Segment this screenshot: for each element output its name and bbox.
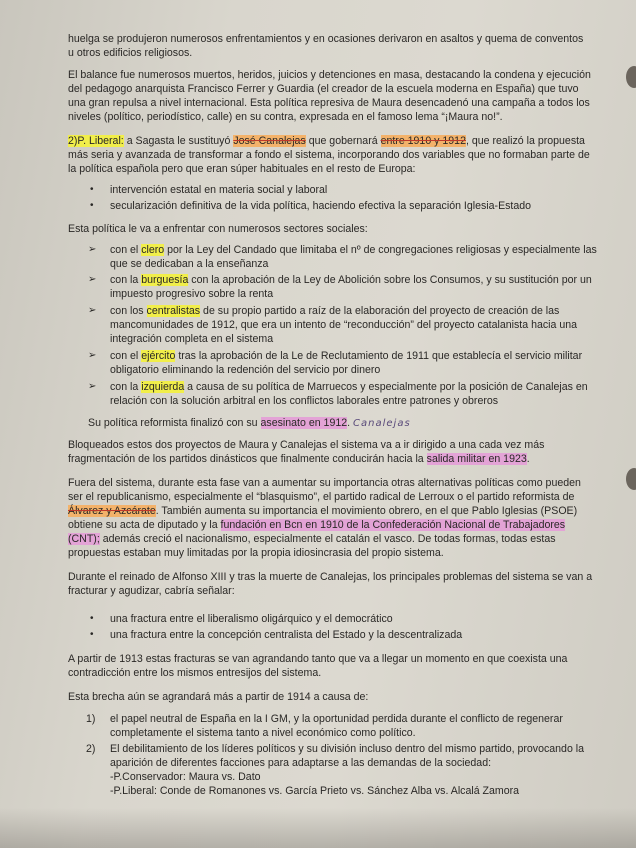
arrow-item-cont: integración completa en el sistema xyxy=(110,333,274,345)
binder-hole xyxy=(626,468,636,490)
struck-name: José Canalejas xyxy=(233,135,306,147)
arrow-bullet: ➢ xyxy=(88,274,97,285)
struck-dates: entre 1910 y 1912 xyxy=(380,135,466,147)
text-span: tras la aprobación de la Le de Reclutamiento de 1911 que establecía el servicio militar xyxy=(175,350,583,362)
heading-highlight: 2)P. Liberal: xyxy=(68,135,124,147)
arrow-item-cont: relación con la solución arbitral en los conflictos laborales entre patrones y obreros xyxy=(110,395,499,407)
highlight-pink: salida militar en 1923 xyxy=(426,453,527,465)
text-span: con el xyxy=(110,350,142,362)
page-shadow xyxy=(0,808,636,848)
arrow-bullet: ➢ xyxy=(88,350,97,361)
text-line: Durante el reinado de Alfonso XIII y tras la muerte de Canalejas, los principales problemas del sistema se van a xyxy=(68,571,593,583)
highlight-yellow: centralistas xyxy=(146,305,201,317)
highlight-pink: asesinato en 1912 xyxy=(260,417,348,429)
arrow-item-cont: impuesto progresivo sobre la renta xyxy=(110,288,274,300)
text-span: Su política reformista finalizó con su xyxy=(88,417,261,429)
list-number: 2) xyxy=(86,743,96,755)
text-span: con el xyxy=(110,244,142,256)
text-line: del pedagogo anarquista Francisco Ferrer y Guardia (el creador de la escuela moderna en España) que tuvo xyxy=(68,83,579,95)
text-span: con la aprobación de la Ley de Abolición sobre los Consumos, y su sustitución por un xyxy=(188,274,592,286)
numbered-item: el papel neutral de España en la I GM, y la oportunidad perdida durante el conflicto de regenerar xyxy=(110,713,563,725)
text-line: fracturar y agudizar, cabría señalar: xyxy=(68,585,235,597)
text-line: propuestas estaban muy limitadas por la propia idiosincrasia del propio sistema. xyxy=(68,547,444,559)
text-line: la política española pero que eran súper habituales en el resto de Europa: xyxy=(68,163,416,175)
text-line xyxy=(68,134,585,148)
text-span: que gobernará xyxy=(305,135,381,147)
text-line: una gran repulsa a nivel internacional. Esta política represiva de Maura desencadenó una campaña a todos los xyxy=(68,97,590,109)
text-line xyxy=(68,452,530,466)
text-line: contradicción entre los mismos entresijos del sistema. xyxy=(68,667,322,679)
handwritten-note: Canalejas xyxy=(353,418,411,429)
numbered-item-cont: -P.Conservador: Maura vs. Dato xyxy=(110,771,261,783)
text-line: El balance fue numerosos muertos, heridos, juicios y detenciones en masa, destacando la condena y ejecución xyxy=(68,69,591,81)
arrow-bullet: ➢ xyxy=(88,244,97,255)
list-number: 1) xyxy=(86,713,96,725)
text-line: huelga se produjeron numerosos enfrentamientos y en ocasiones derivaron en asaltos y quema de conventos xyxy=(68,33,584,45)
text-line: A partir de 1913 estas fracturas se van agrandando tanto que va a llegar un momento en que coexista una xyxy=(68,653,568,665)
text-line xyxy=(88,416,411,431)
text-span: . xyxy=(526,453,530,465)
text-span: . También aumenta su importancia el movimiento obrero, en el que Pablo Iglesias (PSOE) xyxy=(155,505,578,517)
bullet-dot: • xyxy=(90,613,94,624)
highlight-yellow: izquierda xyxy=(141,381,185,393)
highlight-yellow: clero xyxy=(141,244,165,256)
bullet-dot: • xyxy=(90,200,94,211)
bullet-dot: • xyxy=(90,184,94,195)
text-line: ser el republicanismo, especialmente el “blasquismo”, el partido radical de Lerroux o el partido reformista de xyxy=(68,491,575,503)
bullet-item: una fractura entre la concepción centralista del Estado y la descentralizada xyxy=(110,629,463,641)
highlight-pink: (CNT); xyxy=(68,533,100,545)
numbered-item-cont: aparición de diferentes facciones para adaptarse a las demandas de la sociedad: xyxy=(110,757,492,769)
numbered-item-cont: -P.Liberal: Conde de Romanones vs. García Prieto vs. Sánchez Alba vs. Alcalá Zamora xyxy=(110,785,520,797)
numbered-item-cont: completamente el sistema tanto a nivel económico como político. xyxy=(110,727,416,739)
text-line xyxy=(68,518,565,532)
text-line: Bloqueados estos dos proyectos de Maura y Canalejas el sistema va a ir dirigido a una cada vez más xyxy=(68,439,545,451)
bullet-item: secularización definitiva de la vida política, haciendo efectiva la separación Iglesia-Estado xyxy=(110,200,532,212)
arrow-item-cont: que se dedicaban a la enseñanza xyxy=(110,258,269,270)
arrow-item xyxy=(110,304,559,318)
bullet-item: intervención estatal en materia social y laboral xyxy=(110,184,328,196)
arrow-bullet: ➢ xyxy=(88,305,97,316)
highlight-yellow: ejército xyxy=(141,350,176,362)
text-span: , que realizó la propuesta xyxy=(465,135,585,147)
text-span: con la xyxy=(110,274,142,286)
text-span: además creció el nacionalismo, especialmente el catalán el vasco. De todas formas, todas estas xyxy=(99,533,556,545)
highlight-pink: fundación en Bcn en 1910 de la Confederación Nacional de Trabajadores xyxy=(220,519,566,531)
arrow-item xyxy=(110,349,582,363)
text-span: por la Ley del Candado que limitaba el nº de congregaciones religiosas y especialmente las xyxy=(164,244,597,256)
arrow-bullet: ➢ xyxy=(88,381,97,392)
text-span: obtiene su acta de diputado y la xyxy=(68,519,221,531)
text-line: niveles (político, periodístico, calle) en su contra, expresada en el famoso lema “¡Maura no!”. xyxy=(68,111,503,123)
text-line: Esta brecha aún se agrandará más a partir de 1914 a causa de: xyxy=(68,691,369,703)
text-line: Fuera del sistema, durante esta fase van a aumentar su importancia otras alternativas políticas como pueden xyxy=(68,477,581,489)
text-span: a causa de su política de Marruecos y especialmente por la posición de Canalejas en xyxy=(184,381,588,393)
bullet-dot: • xyxy=(90,629,94,640)
struck-names: Álvarez y Azcárate xyxy=(68,505,156,517)
text-line: más seria y avanzada de transformar a fondo el sistema, incorporando dos variables que no formaban parte de xyxy=(68,149,590,161)
text-line: u otros edificios religiosos. xyxy=(68,47,193,59)
highlight-yellow: burguesía xyxy=(141,274,189,286)
text-line: Esta política le va a enfrentar con numerosos sectores sociales: xyxy=(68,223,368,235)
text-span: de su propio partido a raíz de la elaboración del proyecto de creación de las xyxy=(200,305,560,317)
numbered-item: El debilitamiento de los líderes políticos y su división incluso dentro del mismo partido, provocando la xyxy=(110,743,585,755)
binder-hole xyxy=(626,66,636,88)
text-line xyxy=(68,504,577,518)
text-span: a Sagasta le sustituyó xyxy=(123,135,234,147)
text-span: con la xyxy=(110,381,142,393)
text-span: . xyxy=(347,417,351,429)
arrow-item-cont: mancomunidades de 1912, que era un intento de “reconducción” del proyecto catalanista hacia una xyxy=(110,319,578,331)
bullet-item: una fractura entre el liberalismo oligárquico y el democrático xyxy=(110,613,393,625)
arrow-item xyxy=(110,380,588,394)
arrow-item xyxy=(110,273,592,287)
text-span: con los xyxy=(110,305,147,317)
arrow-item xyxy=(110,243,597,257)
text-line xyxy=(68,532,556,546)
arrow-item-cont: obligatorio eliminando la redención del servicio por dinero xyxy=(110,364,381,376)
text-span: fragmentación de los partidos dinásticos que finalmente conducirán hacia la xyxy=(68,453,427,465)
